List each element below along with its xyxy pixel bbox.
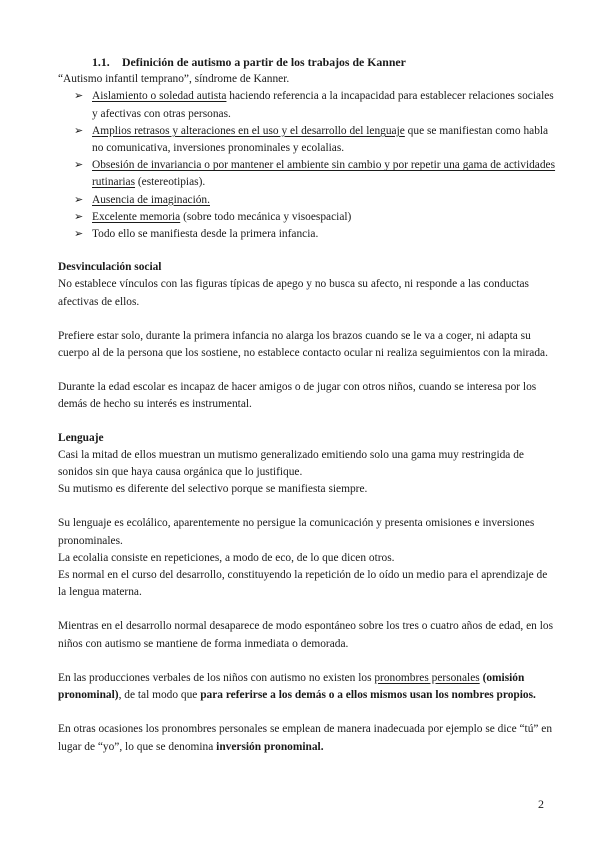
list-item [58, 157, 558, 191]
bold-run: inversión pronominal. [216, 740, 324, 753]
arrow-bullet-icon: ➢ [74, 159, 84, 172]
item-text: que se manifiestan como habla no comunicativa, inversiones pronominales y ecolalias. [92, 124, 549, 155]
arrow-bullet-icon: ➢ [74, 228, 84, 241]
heading-title: Definición de autismo a partir de los trabajos de Kanner [122, 55, 406, 69]
heading-number: 1.1. [92, 55, 110, 69]
paragraph: Su mutismo es diferente del selectivo porque se manifiesta siempre. [58, 483, 368, 496]
paragraph: Es normal en el curso del desarrollo, constituyendo la repetición de lo oído un medio para el aprendizaje de la lengua materna. [58, 569, 548, 599]
arrow-bullet-icon: ➢ [74, 210, 84, 223]
list-item [58, 123, 558, 157]
item-underlined: Obsesión de invariancia o por mantener el ambiente sin cambio y por repetir una gama de actividades rutinarias [92, 159, 556, 189]
text-run: En otras ocasiones los pronombres personales se emplean de manera inadecuada por ejemplo se dice “tú” en lugar de “yo”, lo que se denomina [58, 723, 553, 753]
item-underlined: Excelente memoria [92, 210, 181, 223]
underlined-run: pronombres personales [374, 671, 480, 684]
arrow-bullet-icon: ➢ [74, 193, 84, 206]
list-item [58, 209, 558, 226]
intro-line: “Autismo infantil temprano”, síndrome de Kanner. [58, 73, 290, 86]
list-item [58, 226, 558, 243]
paragraph: Durante la edad escolar es incapaz de hacer amigos o de jugar con otros niños, cuando se interesa por los demás de hecho su interés es instrumental. [58, 381, 537, 411]
page-number: 2 [538, 797, 544, 811]
arrow-bullet-icon: ➢ [74, 124, 84, 137]
item-text: haciendo referencia a la incapacidad para establecer relaciones sociales y afectivas con otras personas. [92, 90, 554, 120]
paragraph [58, 670, 558, 704]
section-heading [58, 54, 558, 71]
paragraph: Su lenguaje es ecolálico, aparentemente no persigue la comunicación y presenta omisiones e inversiones pronominales. [58, 517, 535, 547]
paragraph [58, 721, 558, 755]
document-page [58, 54, 558, 756]
paragraph: No establece vínculos con las figuras típicas de apego y no busca su afecto, ni responde a las conductas afectivas de ellos. [58, 278, 529, 308]
paragraph: Prefiere estar solo, durante la primera infancia no alarga los brazos cuando se le va a coger, ni adapta su cuerpo al de la persona que los sostiene, no establece contacto ocular ni realiza seguimientos con la mirada. [58, 329, 548, 360]
text-run: , de tal modo que [118, 689, 201, 702]
subheading-social: Desvinculación social [58, 261, 162, 274]
text-run: En las producciones verbales de los niños con autismo no existen los [58, 671, 375, 684]
paragraph: La ecolalia consiste en repeticiones, a modo de eco, de lo que dicen otros. [58, 551, 395, 564]
list-item [58, 192, 558, 209]
list-item [58, 88, 558, 122]
item-underlined: Amplios retrasos y alteraciones en el uso y el desarrollo del lenguaje [92, 124, 405, 137]
item-text: Todo ello se manifiesta desde la primera infancia. [92, 228, 319, 241]
item-underlined: Ausencia de imaginación. [92, 193, 210, 206]
bold-run: (omisión pronominal) [58, 671, 525, 702]
paragraph: Mientras en el desarrollo normal desaparece de modo espontáneo sobre los tres o cuatro años de edad, en los niños con autismo se mantiene de forma inmediata o demorada. [58, 620, 554, 650]
bold-run: para referirse a los demás o a ellos mismos usan los nombres propios. [200, 689, 536, 702]
paragraph: Casi la mitad de ellos muestran un mutismo generalizado emitiendo solo una gama muy restringida de sonidos sin que haya causa orgánica que lo justifique. [58, 448, 524, 479]
item-text: (estereotipias). [135, 176, 206, 189]
subheading-lenguaje: Lenguaje [58, 431, 104, 444]
arrow-bullet-icon: ➢ [74, 90, 84, 103]
feature-list [58, 88, 558, 243]
item-underlined: Aislamiento o soledad autista [92, 90, 227, 103]
item-text: (sobre todo mecánica y visoespacial) [180, 210, 352, 223]
